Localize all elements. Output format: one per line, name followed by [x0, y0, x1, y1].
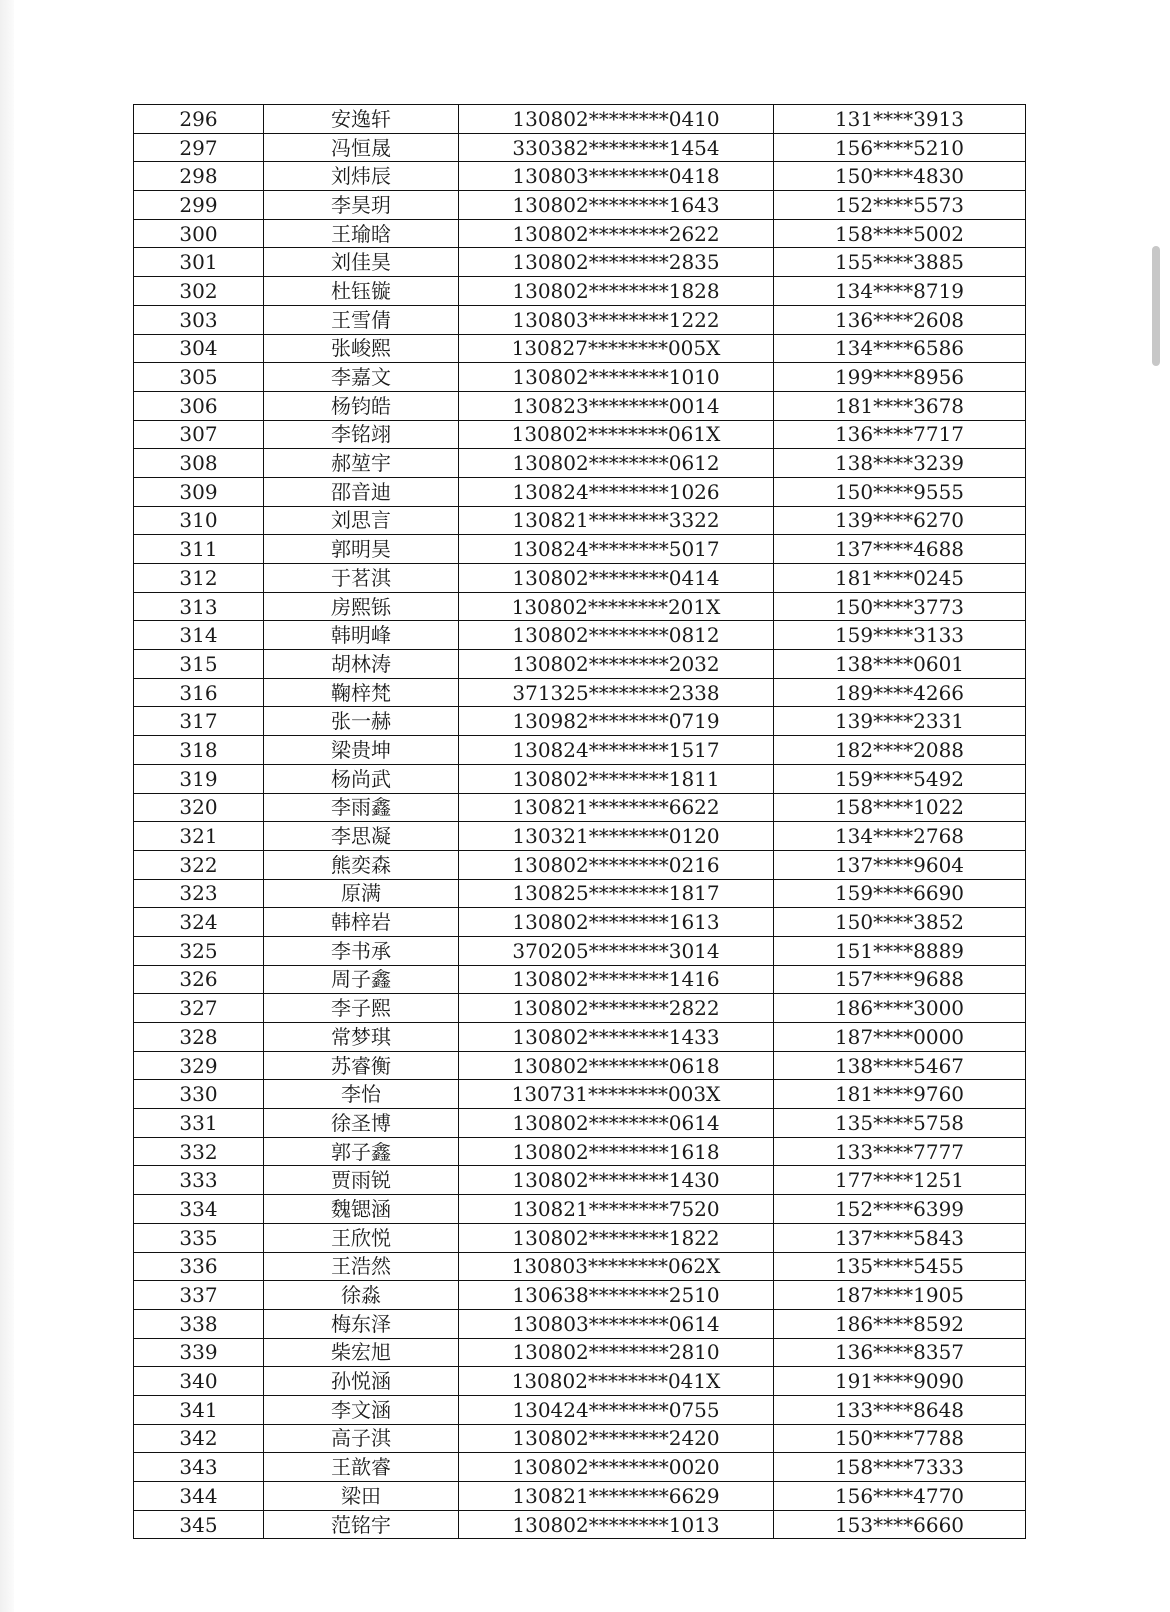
row-number-cell: 320 — [134, 793, 264, 822]
name-cell: 张峻熙 — [264, 334, 459, 363]
id-number-cell: 130802********0020 — [459, 1453, 774, 1482]
name-cell: 徐淼 — [264, 1281, 459, 1310]
name-cell: 王歆睿 — [264, 1453, 459, 1482]
phone-cell: 137****9604 — [774, 850, 1026, 879]
id-number-cell: 130802********201X — [459, 592, 774, 621]
phone-cell: 156****4770 — [774, 1482, 1026, 1511]
phone-cell: 137****5843 — [774, 1223, 1026, 1252]
id-number-cell: 130802********1010 — [459, 363, 774, 392]
name-cell: 李思凝 — [264, 822, 459, 851]
phone-cell: 135****5455 — [774, 1252, 1026, 1281]
table-row — [134, 1080, 1026, 1109]
id-number-cell: 130803********062X — [459, 1252, 774, 1281]
name-cell: 安逸轩 — [264, 105, 459, 134]
phone-cell: 134****6586 — [774, 334, 1026, 363]
phone-cell: 152****6399 — [774, 1195, 1026, 1224]
id-number-cell: 130802********0612 — [459, 449, 774, 478]
phone-cell: 136****8357 — [774, 1338, 1026, 1367]
phone-cell: 181****9760 — [774, 1080, 1026, 1109]
id-number-cell: 130827********005X — [459, 334, 774, 363]
phone-cell: 159****6690 — [774, 879, 1026, 908]
name-cell: 孙悦涵 — [264, 1367, 459, 1396]
id-number-cell: 130802********1433 — [459, 1023, 774, 1052]
row-number-cell: 336 — [134, 1252, 264, 1281]
table-row — [134, 707, 1026, 736]
phone-cell: 181****0245 — [774, 564, 1026, 593]
name-cell: 于茗淇 — [264, 564, 459, 593]
table-row — [134, 678, 1026, 707]
row-number-cell: 304 — [134, 334, 264, 363]
id-number-cell: 130802********0216 — [459, 850, 774, 879]
table-row — [134, 764, 1026, 793]
phone-cell: 159****3133 — [774, 621, 1026, 650]
table-row — [134, 420, 1026, 449]
name-cell: 梁贵坤 — [264, 736, 459, 765]
name-cell: 李子熙 — [264, 994, 459, 1023]
id-number-cell: 130802********1643 — [459, 191, 774, 220]
name-cell: 常梦琪 — [264, 1023, 459, 1052]
id-number-cell: 130821********7520 — [459, 1195, 774, 1224]
row-number-cell: 298 — [134, 162, 264, 191]
id-number-cell: 130802********0414 — [459, 564, 774, 593]
phone-cell: 158****1022 — [774, 793, 1026, 822]
phone-cell: 156****5210 — [774, 133, 1026, 162]
table-row — [134, 1309, 1026, 1338]
table-row — [134, 879, 1026, 908]
id-number-cell: 130825********1817 — [459, 879, 774, 908]
phone-cell: 177****1251 — [774, 1166, 1026, 1195]
phone-cell: 135****5758 — [774, 1109, 1026, 1138]
table-row — [134, 1395, 1026, 1424]
row-number-cell: 334 — [134, 1195, 264, 1224]
id-number-cell: 130803********0614 — [459, 1309, 774, 1338]
phone-cell: 187****1905 — [774, 1281, 1026, 1310]
row-number-cell: 314 — [134, 621, 264, 650]
name-cell: 韩梓岩 — [264, 908, 459, 937]
name-cell: 王欣悦 — [264, 1223, 459, 1252]
id-number-cell: 130802********2810 — [459, 1338, 774, 1367]
table-row — [134, 1109, 1026, 1138]
table-row — [134, 1367, 1026, 1396]
page-edge-shadow — [0, 0, 14, 1612]
name-cell: 苏睿衡 — [264, 1051, 459, 1080]
id-number-cell: 130321********0120 — [459, 822, 774, 851]
table-row — [134, 248, 1026, 277]
table-row — [134, 965, 1026, 994]
name-cell: 杜钰镟 — [264, 277, 459, 306]
id-number-cell: 130638********2510 — [459, 1281, 774, 1310]
vertical-scrollbar-thumb[interactable] — [1152, 246, 1160, 366]
table-row — [134, 1223, 1026, 1252]
table-row — [134, 477, 1026, 506]
name-cell: 高子淇 — [264, 1424, 459, 1453]
phone-cell: 182****2088 — [774, 736, 1026, 765]
phone-cell: 189****4266 — [774, 678, 1026, 707]
row-number-cell: 302 — [134, 277, 264, 306]
id-number-cell: 330382********1454 — [459, 133, 774, 162]
table-row — [134, 650, 1026, 679]
id-number-cell: 130802********1828 — [459, 277, 774, 306]
phone-cell: 131****3913 — [774, 105, 1026, 134]
phone-cell: 136****7717 — [774, 420, 1026, 449]
row-number-cell: 344 — [134, 1482, 264, 1511]
table-row — [134, 506, 1026, 535]
row-number-cell: 300 — [134, 219, 264, 248]
roster-table-body — [134, 105, 1026, 1539]
table-row — [134, 162, 1026, 191]
id-number-cell: 130823********0014 — [459, 391, 774, 420]
id-number-cell: 130802********2822 — [459, 994, 774, 1023]
row-number-cell: 345 — [134, 1510, 264, 1539]
row-number-cell: 299 — [134, 191, 264, 220]
id-number-cell: 130802********0614 — [459, 1109, 774, 1138]
phone-cell: 150****3852 — [774, 908, 1026, 937]
name-cell: 房熙铄 — [264, 592, 459, 621]
row-number-cell: 338 — [134, 1309, 264, 1338]
row-number-cell: 332 — [134, 1137, 264, 1166]
row-number-cell: 313 — [134, 592, 264, 621]
name-cell: 刘炜辰 — [264, 162, 459, 191]
name-cell: 杨钧皓 — [264, 391, 459, 420]
row-number-cell: 323 — [134, 879, 264, 908]
row-number-cell: 316 — [134, 678, 264, 707]
phone-cell: 186****3000 — [774, 994, 1026, 1023]
phone-cell: 199****8956 — [774, 363, 1026, 392]
row-number-cell: 322 — [134, 850, 264, 879]
phone-cell: 136****2608 — [774, 305, 1026, 334]
table-row — [134, 822, 1026, 851]
name-cell: 梅东泽 — [264, 1309, 459, 1338]
table-row — [134, 305, 1026, 334]
table-row — [134, 908, 1026, 937]
id-number-cell: 130731********003X — [459, 1080, 774, 1109]
name-cell: 梁田 — [264, 1482, 459, 1511]
row-number-cell: 305 — [134, 363, 264, 392]
row-number-cell: 310 — [134, 506, 264, 535]
id-number-cell: 130802********2032 — [459, 650, 774, 679]
name-cell: 张一赫 — [264, 707, 459, 736]
phone-cell: 133****7777 — [774, 1137, 1026, 1166]
row-number-cell: 315 — [134, 650, 264, 679]
name-cell: 王瑜晗 — [264, 219, 459, 248]
table-row — [134, 936, 1026, 965]
phone-cell: 150****3773 — [774, 592, 1026, 621]
name-cell: 李昊玥 — [264, 191, 459, 220]
name-cell: 邵音迪 — [264, 477, 459, 506]
name-cell: 魏锶涵 — [264, 1195, 459, 1224]
id-number-cell: 130802********1613 — [459, 908, 774, 937]
table-row — [134, 1252, 1026, 1281]
row-number-cell: 343 — [134, 1453, 264, 1482]
id-number-cell: 130824********1517 — [459, 736, 774, 765]
phone-cell: 187****0000 — [774, 1023, 1026, 1052]
name-cell: 郭明昊 — [264, 535, 459, 564]
row-number-cell: 297 — [134, 133, 264, 162]
name-cell: 李铭翊 — [264, 420, 459, 449]
table-row — [134, 219, 1026, 248]
table-row — [134, 105, 1026, 134]
name-cell: 刘佳昊 — [264, 248, 459, 277]
id-number-cell: 130802********061X — [459, 420, 774, 449]
name-cell: 冯恒晟 — [264, 133, 459, 162]
phone-cell: 150****7788 — [774, 1424, 1026, 1453]
row-number-cell: 335 — [134, 1223, 264, 1252]
phone-cell: 137****4688 — [774, 535, 1026, 564]
table-row — [134, 793, 1026, 822]
id-number-cell: 130802********1822 — [459, 1223, 774, 1252]
row-number-cell: 329 — [134, 1051, 264, 1080]
row-number-cell: 340 — [134, 1367, 264, 1396]
id-number-cell: 130802********041X — [459, 1367, 774, 1396]
phone-cell: 138****3239 — [774, 449, 1026, 478]
phone-cell: 150****9555 — [774, 477, 1026, 506]
table-row — [134, 850, 1026, 879]
id-number-cell: 130821********3322 — [459, 506, 774, 535]
name-cell: 杨尚武 — [264, 764, 459, 793]
name-cell: 柴宏旭 — [264, 1338, 459, 1367]
row-number-cell: 319 — [134, 764, 264, 793]
phone-cell: 191****9090 — [774, 1367, 1026, 1396]
name-cell: 韩明峰 — [264, 621, 459, 650]
id-number-cell: 130802********2835 — [459, 248, 774, 277]
table-row — [134, 564, 1026, 593]
row-number-cell: 331 — [134, 1109, 264, 1138]
id-number-cell: 130802********0410 — [459, 105, 774, 134]
table-row — [134, 1424, 1026, 1453]
name-cell: 刘思言 — [264, 506, 459, 535]
table-row — [134, 391, 1026, 420]
row-number-cell: 327 — [134, 994, 264, 1023]
row-number-cell: 321 — [134, 822, 264, 851]
name-cell: 李文涵 — [264, 1395, 459, 1424]
name-cell: 徐圣博 — [264, 1109, 459, 1138]
row-number-cell: 342 — [134, 1424, 264, 1453]
name-cell: 鞠梓梵 — [264, 678, 459, 707]
phone-cell: 157****9688 — [774, 965, 1026, 994]
id-number-cell: 130824********5017 — [459, 535, 774, 564]
table-row — [134, 1482, 1026, 1511]
row-number-cell: 308 — [134, 449, 264, 478]
id-number-cell: 130821********6629 — [459, 1482, 774, 1511]
table-row — [134, 1051, 1026, 1080]
name-cell: 李书承 — [264, 936, 459, 965]
id-number-cell: 130982********0719 — [459, 707, 774, 736]
phone-cell: 153****6660 — [774, 1510, 1026, 1539]
name-cell: 原满 — [264, 879, 459, 908]
phone-cell: 138****0601 — [774, 650, 1026, 679]
row-number-cell: 317 — [134, 707, 264, 736]
phone-cell: 134****8719 — [774, 277, 1026, 306]
name-cell: 李嘉文 — [264, 363, 459, 392]
table-row — [134, 1338, 1026, 1367]
row-number-cell: 326 — [134, 965, 264, 994]
phone-cell: 151****8889 — [774, 936, 1026, 965]
name-cell: 胡林涛 — [264, 650, 459, 679]
table-row — [134, 994, 1026, 1023]
row-number-cell: 339 — [134, 1338, 264, 1367]
phone-cell: 139****2331 — [774, 707, 1026, 736]
name-cell: 李雨鑫 — [264, 793, 459, 822]
table-row — [134, 191, 1026, 220]
id-number-cell: 130802********2622 — [459, 219, 774, 248]
name-cell: 王浩然 — [264, 1252, 459, 1281]
row-number-cell: 311 — [134, 535, 264, 564]
phone-cell: 159****5492 — [774, 764, 1026, 793]
table-row — [134, 592, 1026, 621]
row-number-cell: 337 — [134, 1281, 264, 1310]
phone-cell: 152****5573 — [774, 191, 1026, 220]
table-row — [134, 363, 1026, 392]
table-row — [134, 1023, 1026, 1052]
table-row — [134, 277, 1026, 306]
id-number-cell: 130802********1416 — [459, 965, 774, 994]
phone-cell: 181****3678 — [774, 391, 1026, 420]
row-number-cell: 333 — [134, 1166, 264, 1195]
row-number-cell: 303 — [134, 305, 264, 334]
phone-cell: 158****7333 — [774, 1453, 1026, 1482]
phone-cell: 138****5467 — [774, 1051, 1026, 1080]
row-number-cell: 324 — [134, 908, 264, 937]
row-number-cell: 325 — [134, 936, 264, 965]
name-cell: 李怡 — [264, 1080, 459, 1109]
phone-cell: 158****5002 — [774, 219, 1026, 248]
table-row — [134, 1510, 1026, 1539]
table-row — [134, 1166, 1026, 1195]
id-number-cell: 371325********2338 — [459, 678, 774, 707]
row-number-cell: 296 — [134, 105, 264, 134]
id-number-cell: 370205********3014 — [459, 936, 774, 965]
id-number-cell: 130802********0812 — [459, 621, 774, 650]
id-number-cell: 130824********1026 — [459, 477, 774, 506]
name-cell: 周子鑫 — [264, 965, 459, 994]
row-number-cell: 306 — [134, 391, 264, 420]
table-row — [134, 1195, 1026, 1224]
row-number-cell: 328 — [134, 1023, 264, 1052]
row-number-cell: 312 — [134, 564, 264, 593]
phone-cell: 150****4830 — [774, 162, 1026, 191]
table-row — [134, 1137, 1026, 1166]
name-cell: 贾雨锐 — [264, 1166, 459, 1195]
name-cell: 郭子鑫 — [264, 1137, 459, 1166]
id-number-cell: 130802********0618 — [459, 1051, 774, 1080]
id-number-cell: 130424********0755 — [459, 1395, 774, 1424]
name-cell: 王雪倩 — [264, 305, 459, 334]
id-number-cell: 130803********1222 — [459, 305, 774, 334]
phone-cell: 133****8648 — [774, 1395, 1026, 1424]
row-number-cell: 301 — [134, 248, 264, 277]
phone-cell: 155****3885 — [774, 248, 1026, 277]
id-number-cell: 130802********1013 — [459, 1510, 774, 1539]
table-row — [134, 449, 1026, 478]
id-number-cell: 130802********2420 — [459, 1424, 774, 1453]
name-cell: 熊奕森 — [264, 850, 459, 879]
id-number-cell: 130802********1811 — [459, 764, 774, 793]
id-number-cell: 130802********1430 — [459, 1166, 774, 1195]
row-number-cell: 330 — [134, 1080, 264, 1109]
table-row — [134, 621, 1026, 650]
row-number-cell: 309 — [134, 477, 264, 506]
row-number-cell: 318 — [134, 736, 264, 765]
roster-table — [133, 104, 1026, 1539]
table-row — [134, 334, 1026, 363]
table-row — [134, 736, 1026, 765]
id-number-cell: 130803********0418 — [459, 162, 774, 191]
phone-cell: 186****8592 — [774, 1309, 1026, 1338]
phone-cell: 139****6270 — [774, 506, 1026, 535]
row-number-cell: 341 — [134, 1395, 264, 1424]
row-number-cell: 307 — [134, 420, 264, 449]
table-row — [134, 1281, 1026, 1310]
id-number-cell: 130802********1618 — [459, 1137, 774, 1166]
table-row — [134, 1453, 1026, 1482]
table-row — [134, 133, 1026, 162]
name-cell: 范铭宇 — [264, 1510, 459, 1539]
table-row — [134, 535, 1026, 564]
phone-cell: 134****2768 — [774, 822, 1026, 851]
id-number-cell: 130821********6622 — [459, 793, 774, 822]
name-cell: 郝堃宇 — [264, 449, 459, 478]
